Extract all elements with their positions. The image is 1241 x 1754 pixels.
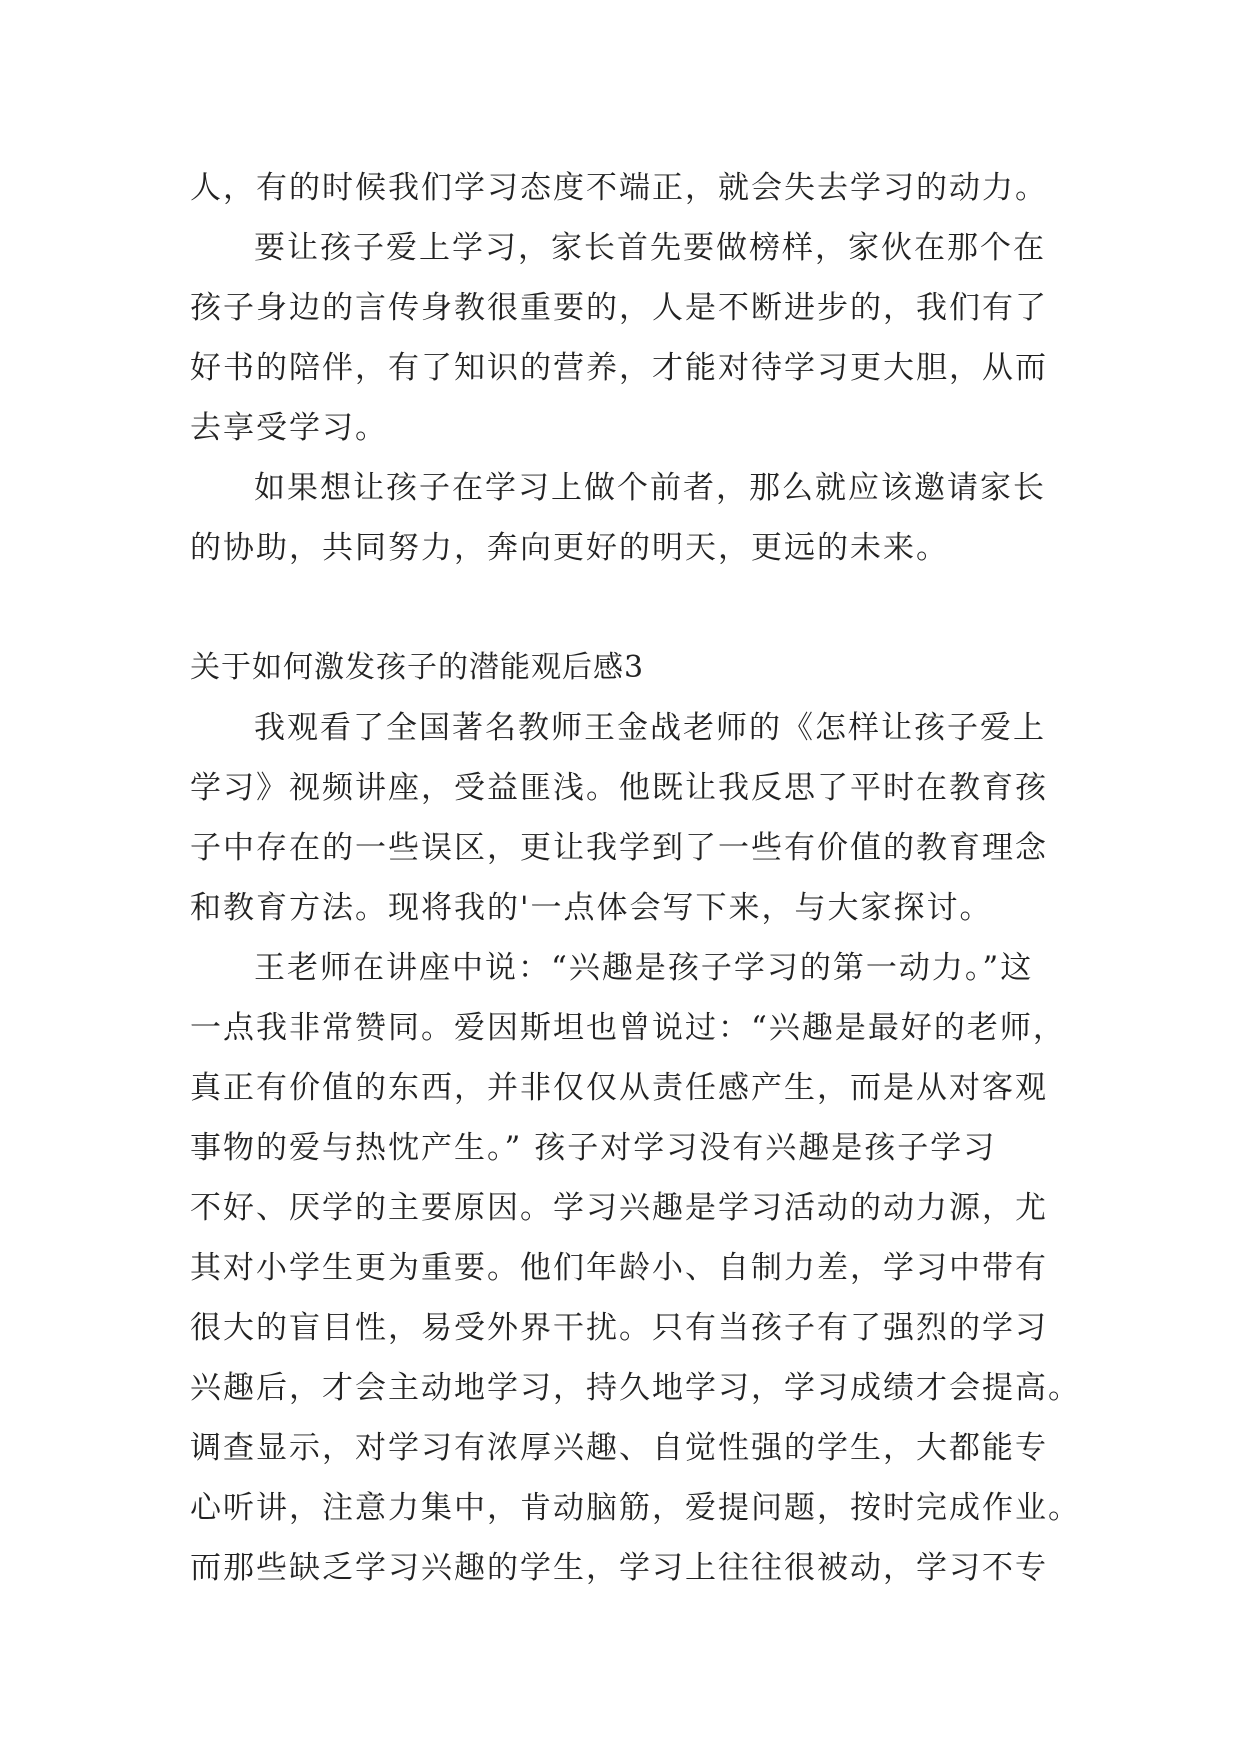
paragraph-1 xyxy=(190,158,1070,218)
paragraph-3 xyxy=(190,458,1070,578)
text-line: 要让孩子爱上学习，家长首先要做榜样，家伙在那个在 xyxy=(254,230,1046,266)
text-line: 很大的盲目性，易受外界干扰。只有当孩子有了强烈的学习 xyxy=(190,1310,1048,1346)
paragraph-2 xyxy=(190,218,1070,458)
paragraph-spacer xyxy=(190,578,1070,638)
text-line: 调查显示，对学习有浓厚兴趣、自觉性强的学生，大都能专 xyxy=(190,1430,1048,1466)
paragraph-5 xyxy=(190,938,1081,1598)
text-line: 事物的爱与热忱产生。” 孩子对学习没有兴趣是孩子学习 xyxy=(190,1130,997,1166)
text-line: 真正有价值的东西，并非仅仅从责任感产生，而是从对客观 xyxy=(190,1070,1048,1106)
text-line: 如果想让孩子在学习上做个前者，那么就应该邀请家长 xyxy=(254,470,1046,506)
text-line: 孩子身边的言传身教很重要的，人是不断进步的，我们有了 xyxy=(190,290,1048,326)
section-heading: 关于如何激发孩子的潜能观后感3 xyxy=(190,650,645,685)
text-line: 学习》视频讲座，受益匪浅。他既让我反思了平时在教育孩 xyxy=(190,770,1048,806)
text-line: 的协助，共同努力，奔向更好的明天，更远的未来。 xyxy=(190,530,949,566)
text-line: 我观看了全国著名教师王金战老师的《怎样让孩子爱上 xyxy=(254,710,1046,746)
text-line: 不好、厌学的主要原因。学习兴趣是学习活动的动力源，尤 xyxy=(190,1190,1048,1226)
text-line: 兴趣后，才会主动地学习，持久地学习，学习成绩才会提高。 xyxy=(190,1370,1081,1406)
text-line: 王老师在讲座中说：“兴趣是孩子学习的第一动力。”这 xyxy=(254,950,1034,986)
text-line: 去享受学习。 xyxy=(190,410,388,446)
text-line: 和教育方法。现将我的'一点体会写下来，与大家探讨。 xyxy=(190,890,993,926)
text-line: 人，有的时候我们学习态度不端正，就会失去学习的动力。 xyxy=(190,170,1048,206)
text-line: 一点我非常赞同。爱因斯坦也曾说过：“兴趣是最好的老师， xyxy=(190,1010,1066,1046)
document-body xyxy=(190,158,1081,1598)
paragraph-4 xyxy=(190,698,1070,938)
text-line: 其对小学生更为重要。他们年龄小、自制力差，学习中带有 xyxy=(190,1250,1048,1286)
text-line: 子中存在的一些误区，更让我学到了一些有价值的教育理念 xyxy=(190,830,1048,866)
text-line: 而那些缺乏学习兴趣的学生，学习上往往很被动，学习不专 xyxy=(190,1550,1048,1586)
text-line: 心听讲，注意力集中，肯动脑筋，爱提问题，按时完成作业。 xyxy=(190,1490,1081,1526)
text-line: 好书的陪伴，有了知识的营养，才能对待学习更大胆，从而 xyxy=(190,350,1048,386)
